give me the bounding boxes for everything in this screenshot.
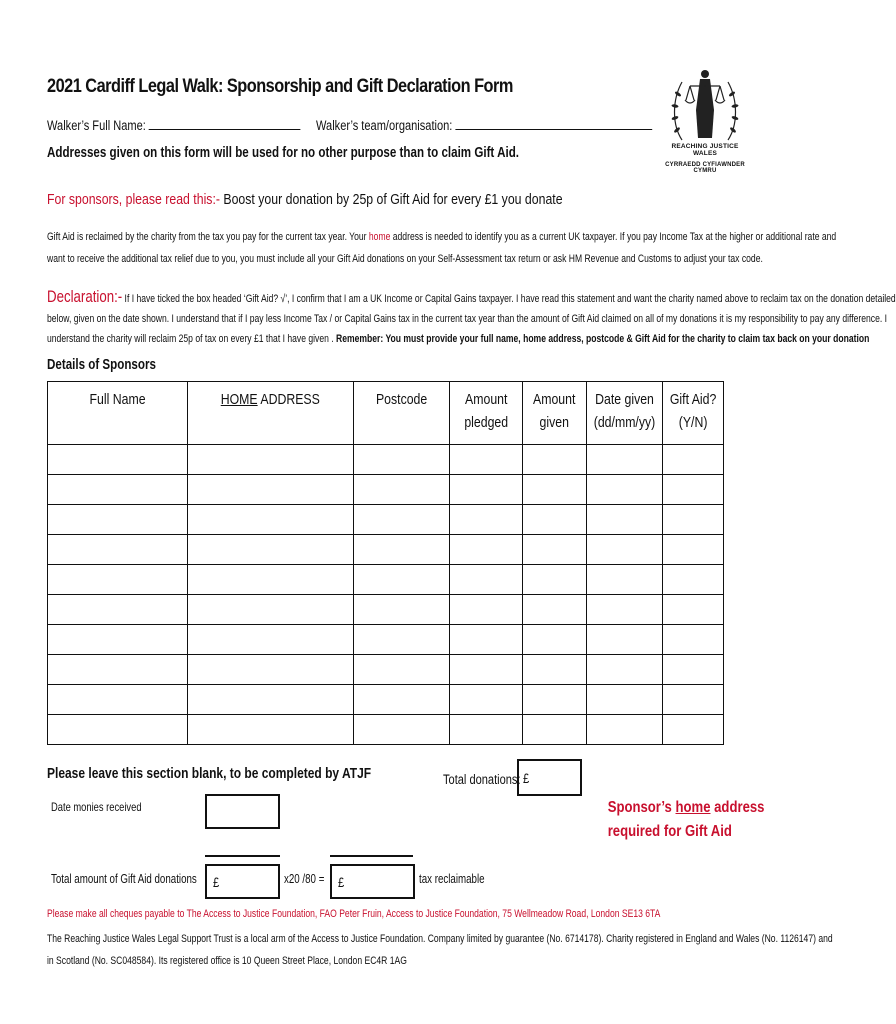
cell-gift-aid[interactable] xyxy=(662,505,723,535)
walker-team-field[interactable] xyxy=(316,117,652,133)
cell-amount-pledged[interactable] xyxy=(449,625,522,655)
cell-amount-given[interactable] xyxy=(523,565,586,595)
cell-postcode[interactable] xyxy=(353,535,449,565)
trust-line1: The Reaching Justice Wales Legal Support Trust is a local arm of the Access to Justice Foundation. Company limited by guarantee (No. 6714178). Charity registered in England and Wales (No. 1126147) and xyxy=(47,933,833,945)
cell-date-given[interactable] xyxy=(586,565,662,595)
declaration-line1 xyxy=(47,287,896,307)
col-gift-aid-label xyxy=(668,382,717,434)
cell-gift-aid[interactable] xyxy=(662,475,723,505)
col-postcode-label: Postcode xyxy=(375,391,427,408)
cell-home-address[interactable] xyxy=(188,625,354,655)
table-row xyxy=(48,535,724,565)
total-donations-label: Total donations: xyxy=(443,772,521,787)
col-amount-given xyxy=(523,382,586,445)
col-amount-given-l1: Amount xyxy=(533,391,576,408)
col-amount-given-l2: given xyxy=(539,414,570,431)
sponsors-table xyxy=(47,381,724,745)
col-home-address-label xyxy=(203,382,338,411)
cell-amount-pledged[interactable] xyxy=(449,565,522,595)
cell-date-given[interactable] xyxy=(586,445,662,475)
sponsor-home-note-line2: required for Gift Aid xyxy=(607,823,732,840)
cell-full-name[interactable] xyxy=(48,685,188,715)
cell-postcode[interactable] xyxy=(353,445,449,475)
cell-postcode[interactable] xyxy=(353,715,449,745)
pound-sign: £ xyxy=(213,875,220,890)
cell-gift-aid[interactable] xyxy=(662,625,723,655)
table-row xyxy=(48,625,724,655)
pound-sign: £ xyxy=(338,875,345,890)
cell-home-address[interactable] xyxy=(188,445,354,475)
cell-gift-aid[interactable] xyxy=(662,535,723,565)
table-row xyxy=(48,505,724,535)
col-amount-pledged xyxy=(449,382,522,445)
gift-aid-para-line2: want to receive the additional tax relief due to you, you must include all your Gift Aid donations on your Self-Assessment tax return or ask HM Revenue and Customs to adjust your tax code. xyxy=(47,253,763,265)
logo-text-en: REACHING JUSTICE WALES xyxy=(671,143,739,157)
cell-postcode[interactable] xyxy=(353,565,449,595)
cell-postcode[interactable] xyxy=(353,475,449,505)
walker-name-line[interactable] xyxy=(149,117,301,130)
col-full-name-label: Full Name xyxy=(89,391,146,408)
sponsor-home-note-line1 xyxy=(607,799,765,817)
table-header-row xyxy=(48,382,724,445)
tax-reclaimable-label: tax reclaimable xyxy=(419,872,485,886)
cell-postcode[interactable] xyxy=(353,625,449,655)
cell-postcode[interactable] xyxy=(353,685,449,715)
table-row xyxy=(48,475,724,505)
cell-home-address[interactable] xyxy=(188,475,354,505)
col-gift-aid xyxy=(662,382,723,445)
cell-amount-given[interactable] xyxy=(523,715,586,745)
sponsors-intro xyxy=(47,191,563,208)
tax-top-line xyxy=(330,855,413,857)
total-gift-aid-label: Total amount of Gift Aid donations xyxy=(51,872,197,886)
declaration-label: Declaration:- xyxy=(47,287,123,306)
cell-date-given[interactable] xyxy=(586,505,662,535)
col-home-address xyxy=(188,382,354,445)
cell-amount-given[interactable] xyxy=(523,535,586,565)
cell-full-name[interactable] xyxy=(48,655,188,685)
gift-aid-text: address is needed to identify you as a current UK taxpayer. If you pay Income Tax at the higher or additional rate and xyxy=(390,231,837,243)
col-postcode xyxy=(353,382,449,445)
cell-home-address[interactable] xyxy=(188,685,354,715)
total-donations-box[interactable] xyxy=(517,759,582,796)
cell-gift-aid[interactable] xyxy=(662,685,723,715)
cell-date-given[interactable] xyxy=(586,625,662,655)
cell-amount-given[interactable] xyxy=(523,475,586,505)
walker-team-label: Walker’s team/organisation: xyxy=(316,118,453,133)
declaration-line3 xyxy=(47,333,869,345)
cell-home-address[interactable] xyxy=(188,715,354,745)
tax-reclaimable-box[interactable] xyxy=(330,864,415,899)
cell-amount-pledged[interactable] xyxy=(449,505,522,535)
pound-sign: £ xyxy=(523,771,530,786)
date-monies-box[interactable] xyxy=(205,794,280,829)
cell-date-given[interactable] xyxy=(586,535,662,565)
addresses-note: Addresses given on this form will be used for no other purpose than to claim Gift Aid. xyxy=(47,145,519,161)
cell-home-address[interactable] xyxy=(188,595,354,625)
gift-aid-text: Gift Aid is reclaimed by the charity from the tax you pay for the current tax year. Your xyxy=(47,231,369,243)
cell-gift-aid[interactable] xyxy=(662,655,723,685)
cell-date-given[interactable] xyxy=(586,655,662,685)
walker-name-label: Walker’s Full Name: xyxy=(47,118,146,133)
col-amount-pledged-l2: pledged xyxy=(464,414,509,431)
cell-amount-pledged[interactable] xyxy=(449,445,522,475)
table-row xyxy=(48,715,724,745)
cell-full-name[interactable] xyxy=(48,595,188,625)
cell-home-address[interactable] xyxy=(188,565,354,595)
cell-full-name[interactable] xyxy=(48,445,188,475)
col-gift-aid-l2: (Y/N) xyxy=(678,414,708,431)
cell-gift-aid[interactable] xyxy=(662,565,723,595)
cheques-note: Please make all cheques payable to The Access to Justice Foundation, FAO Peter Fruin, Access to Justice Foundation, 75 Wellmeadow Road, London SE13 6TA xyxy=(47,908,661,920)
cell-amount-given[interactable] xyxy=(523,505,586,535)
cell-postcode[interactable] xyxy=(353,595,449,625)
cell-date-given[interactable] xyxy=(586,685,662,715)
sponsor-home-note xyxy=(596,799,765,841)
declaration-text: If I have ticked the box headed ‘Gift Aid? √’, I confirm that I am a UK Income or Capital Gains taxpayer. I have read this statement and want the charity named above to reclaim tax on the donation detailed xyxy=(122,293,896,305)
total-gift-aid-box[interactable] xyxy=(205,864,280,899)
col-amount-pledged-l1: Amount xyxy=(464,391,508,408)
cell-amount-pledged[interactable] xyxy=(449,715,522,745)
col-full-name xyxy=(48,382,188,445)
cell-full-name[interactable] xyxy=(48,535,188,565)
cell-home-address[interactable] xyxy=(188,655,354,685)
col-date-given-l1: Date given xyxy=(594,391,654,408)
logo-text-cy: CYRRAEDD CYFIAWNDER CYMRU xyxy=(665,162,745,174)
cell-full-name[interactable] xyxy=(48,715,188,745)
walker-team-line[interactable] xyxy=(455,117,652,130)
cell-postcode[interactable] xyxy=(353,505,449,535)
cell-postcode[interactable] xyxy=(353,655,449,685)
col-date-given xyxy=(586,382,662,445)
table-row xyxy=(48,655,724,685)
sponsor-note-home: home xyxy=(675,799,711,816)
cell-gift-aid[interactable] xyxy=(662,445,723,475)
cell-amount-given[interactable] xyxy=(523,655,586,685)
declaration-line2: below, given on the date shown. I understand that if I pay less Income Tax / or Capital Gains tax in the current tax year than the amount of Gift Aid claimed on all of my donations it is my responsibility to pay any difference. I xyxy=(47,313,888,325)
sponsors-intro-text: Boost your donation by 25p of Gift Aid for every £1 you donate xyxy=(219,191,563,208)
cell-gift-aid[interactable] xyxy=(662,715,723,745)
gift-aid-top-line xyxy=(205,855,280,857)
gift-aid-para-line1 xyxy=(47,231,836,243)
table-row xyxy=(48,685,724,715)
table-row xyxy=(48,595,724,625)
declaration-text: understand the charity will reclaim 25p of tax on every £1 that I have given . xyxy=(47,333,337,345)
cell-amount-pledged[interactable] xyxy=(449,595,522,625)
cell-amount-given[interactable] xyxy=(523,685,586,715)
col-gift-aid-l1: Gift Aid? xyxy=(669,391,717,408)
cell-gift-aid[interactable] xyxy=(662,595,723,625)
col-date-given-label xyxy=(594,382,656,434)
cell-home-address[interactable] xyxy=(188,505,354,535)
cell-date-given[interactable] xyxy=(586,475,662,505)
atjf-heading: Please leave this section blank, to be completed by ATJF xyxy=(47,765,372,782)
sponsors-intro-lead: For sponsors, please read this:- xyxy=(47,191,220,208)
col-address-word: ADDRESS xyxy=(257,391,320,408)
cell-amount-given[interactable] xyxy=(523,445,586,475)
cell-amount-pledged[interactable] xyxy=(449,655,522,685)
multiplier-label: x20 /80 = xyxy=(284,872,325,886)
sponsors-table-heading: Details of Sponsors xyxy=(47,357,156,373)
table-row xyxy=(48,445,724,475)
col-date-given-l2: (dd/mm/yy) xyxy=(593,414,656,431)
col-amount-given-label xyxy=(529,382,580,434)
cell-date-given[interactable] xyxy=(586,715,662,745)
col-amount-pledged-label xyxy=(456,382,515,434)
gift-aid-home-word: home xyxy=(368,231,391,243)
cell-amount-given[interactable] xyxy=(523,625,586,655)
trust-line2: in Scotland (No. SC048584). Its registered office is 10 Queen Street Place, London EC4R 1AG xyxy=(47,955,407,967)
cell-amount-pledged[interactable] xyxy=(449,475,522,505)
col-home-word: HOME xyxy=(220,391,258,408)
sponsor-note-text: address xyxy=(710,799,765,816)
declaration-remember: Remember: You must provide your full name, home address, postcode & Gift Aid for the charity to claim tax back on your donation xyxy=(336,333,870,345)
cell-date-given[interactable] xyxy=(586,595,662,625)
cell-amount-given[interactable] xyxy=(523,595,586,625)
form-title: 2021 Cardiff Legal Walk: Sponsorship and Gift Declaration Form xyxy=(47,76,513,97)
cell-full-name[interactable] xyxy=(48,565,188,595)
cell-full-name[interactable] xyxy=(48,625,188,655)
cell-amount-pledged[interactable] xyxy=(449,685,522,715)
cell-amount-pledged[interactable] xyxy=(449,535,522,565)
cell-home-address[interactable] xyxy=(188,535,354,565)
table-row xyxy=(48,565,724,595)
date-monies-label: Date monies received xyxy=(51,800,142,814)
cell-full-name[interactable] xyxy=(48,475,188,505)
walker-name-field[interactable] xyxy=(47,117,301,133)
cell-full-name[interactable] xyxy=(48,505,188,535)
sponsor-note-text: Sponsor’s xyxy=(607,799,676,816)
